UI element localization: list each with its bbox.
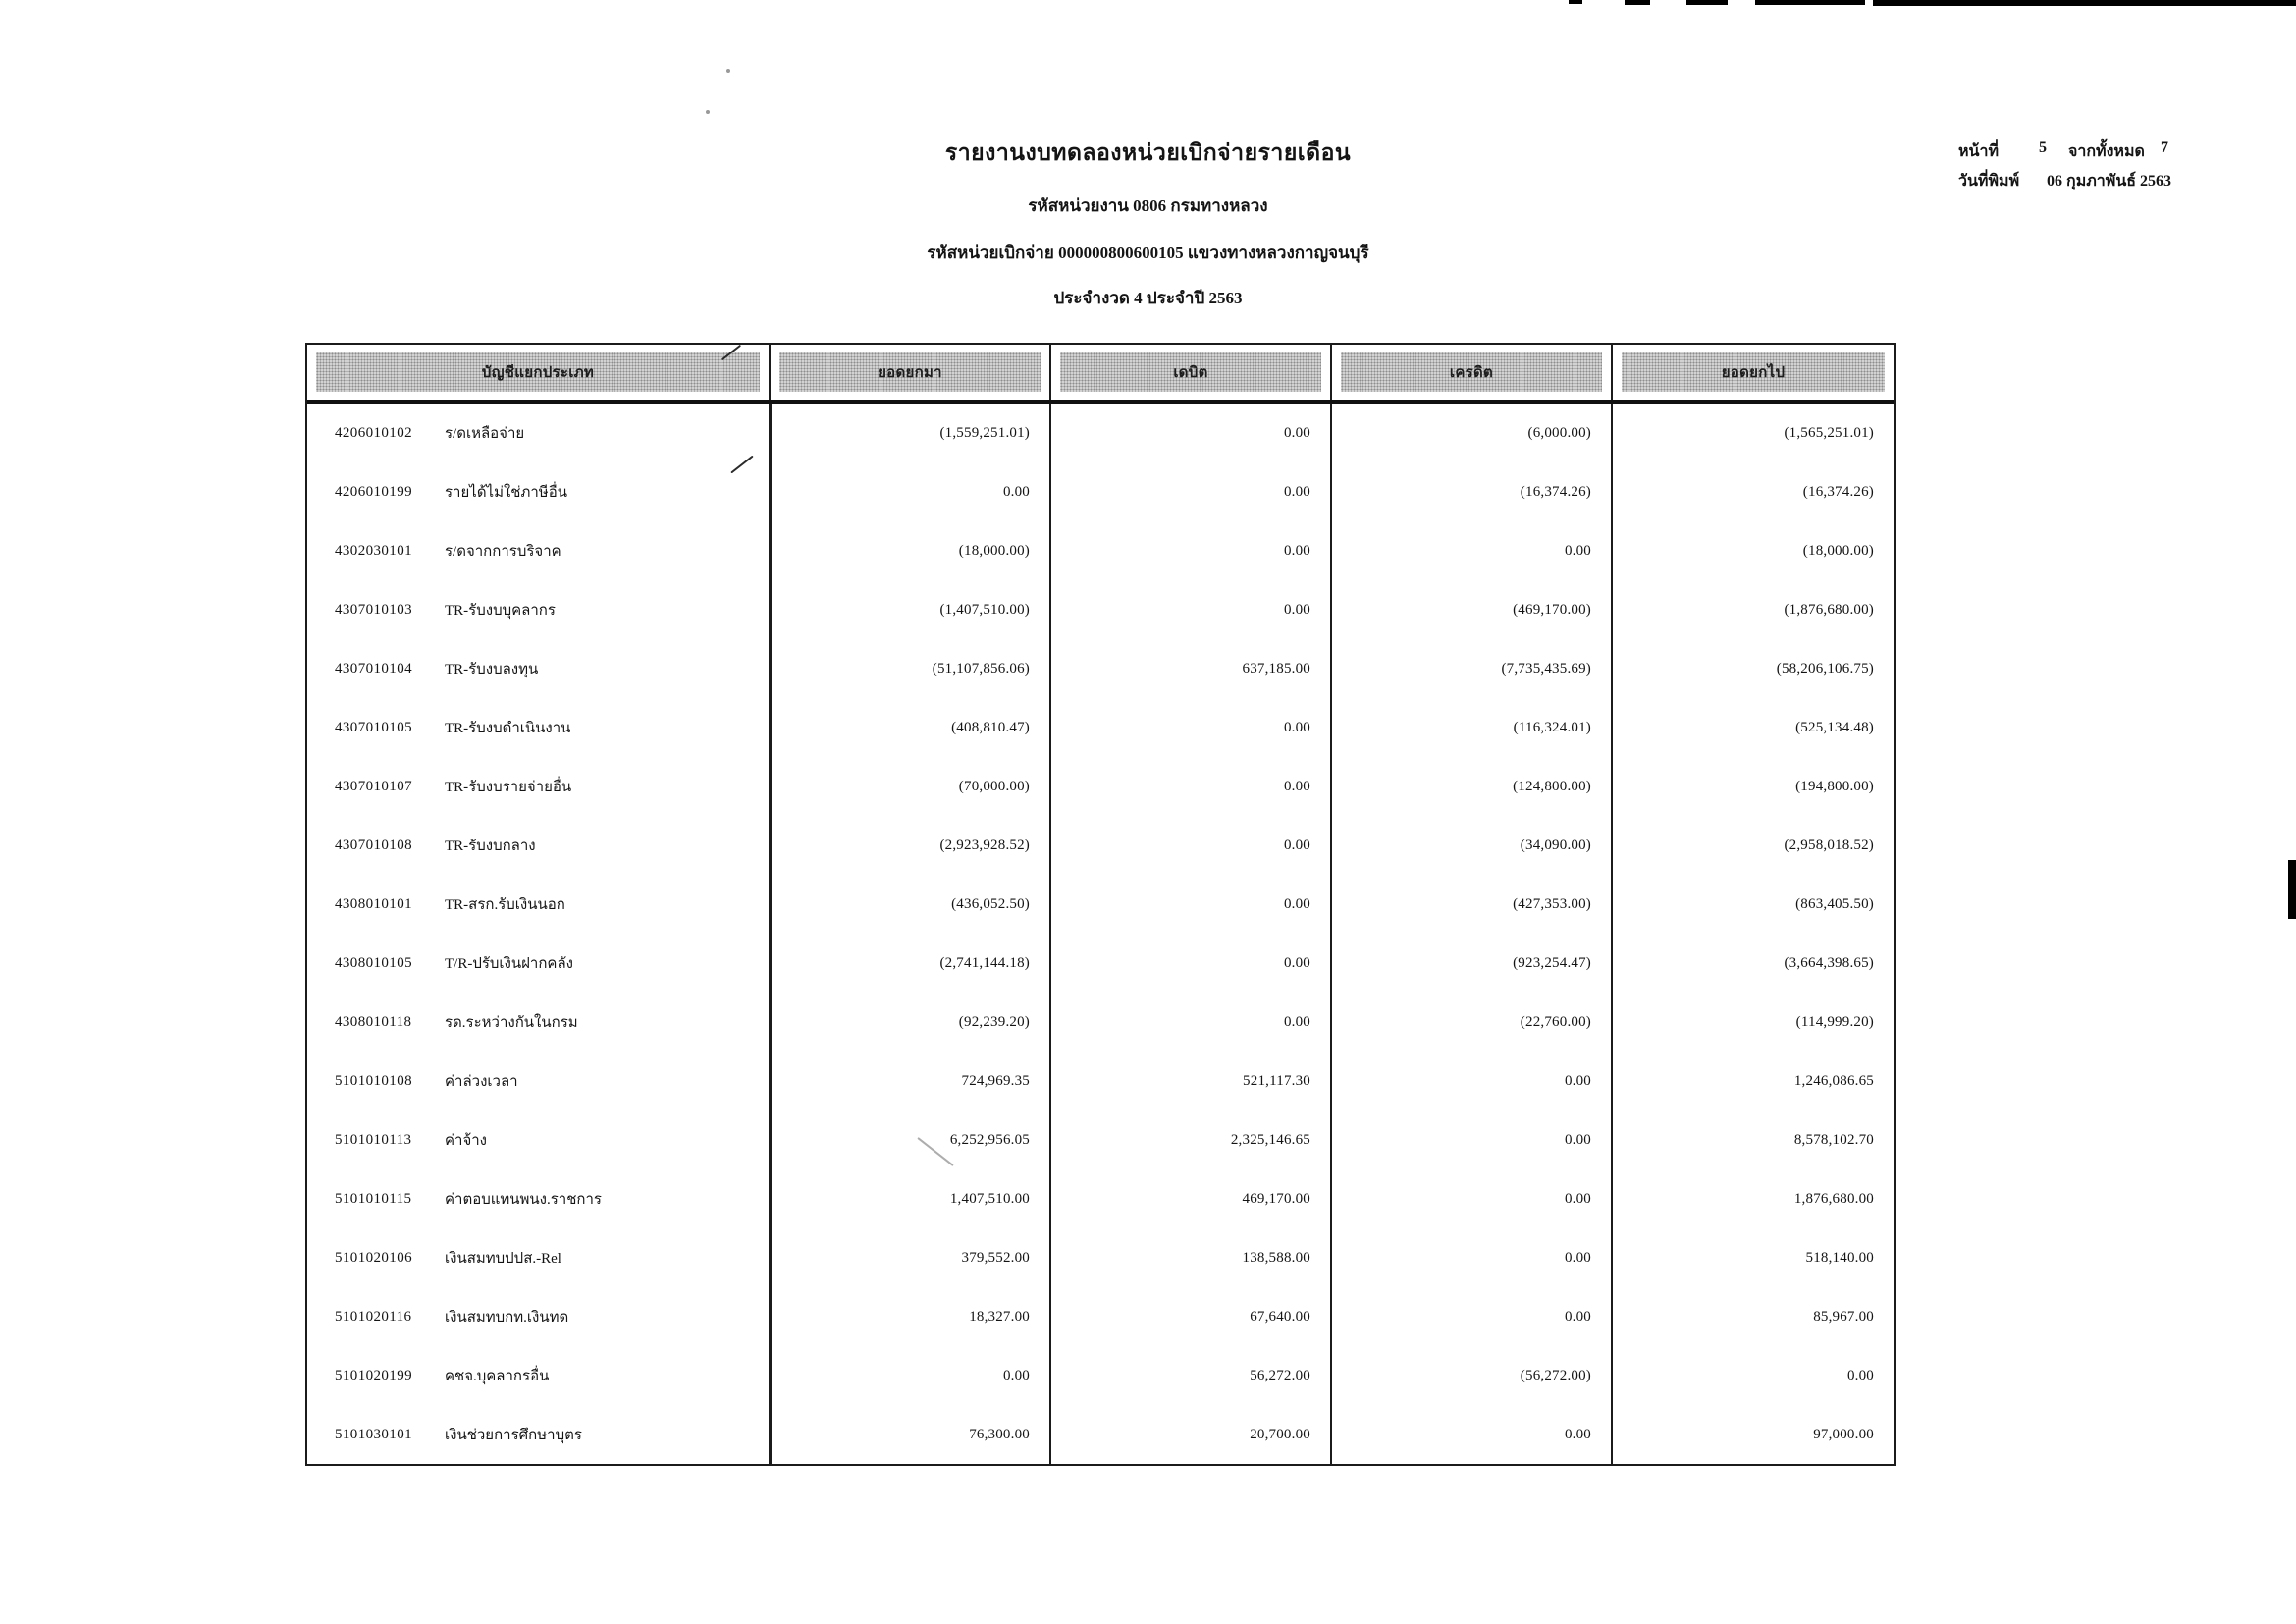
table-row [307,462,1894,521]
table-row [307,1110,1894,1169]
print-date-label: วันที่พิมพ์ [1958,173,2020,189]
amount-debit: 67,640.00 [1049,1287,1330,1346]
account-name: TR-รับงบกลาง [445,839,536,854]
account-cell [307,934,769,993]
amount-credit: 0.00 [1330,1287,1611,1346]
amount-carry-out: 1,246,086.65 [1611,1052,1894,1110]
account-code: 4206010102 [335,424,412,441]
account-code: 5101010108 [335,1072,412,1089]
account-code: 5101020199 [335,1367,412,1383]
amount-carry-in: (436,052.50) [769,875,1049,934]
account-name: ค่าล่วงเวลา [445,1074,518,1090]
amount-carry-in: 379,552.00 [769,1228,1049,1287]
account-name: ร/ดจากการบริจาค [445,544,561,560]
trial-balance-table [305,343,1896,1466]
amount-carry-in: (2,923,928.52) [769,816,1049,875]
amount-credit: (34,090.00) [1330,816,1611,875]
amount-carry-in: (1,407,510.00) [769,580,1049,639]
amount-debit: 20,700.00 [1049,1405,1330,1464]
header-label-account: บัญชีแยกประเภท [316,352,760,392]
header-cell-carry-in [769,345,1049,400]
account-name: เงินสมทบปปส.-Rel [445,1251,561,1267]
account-cell [307,521,769,580]
amount-carry-in: (1,559,251.01) [769,404,1049,462]
account-cell [307,1169,769,1228]
table-row [307,404,1894,462]
amount-credit: 0.00 [1330,1228,1611,1287]
table-row [307,580,1894,639]
account-cell [307,1287,769,1346]
amount-debit: 0.00 [1049,934,1330,993]
header-label-carry-out: ยอดยกไป [1622,352,1885,392]
amount-carry-out: (1,876,680.00) [1611,580,1894,639]
amount-carry-out: (194,800.00) [1611,757,1894,816]
account-code: 5101030101 [335,1426,412,1442]
amount-debit: 0.00 [1049,875,1330,934]
account-code: 4308010118 [335,1013,412,1030]
print-date-line [1958,169,2292,198]
account-code: 5101020116 [335,1308,412,1325]
table-row [307,1052,1894,1110]
amount-carry-out: 518,140.00 [1611,1228,1894,1287]
amount-carry-out: 85,967.00 [1611,1287,1894,1346]
amount-debit: 0.00 [1049,462,1330,521]
account-cell [307,580,769,639]
scan-artifact-dash [1873,0,2296,6]
amount-carry-out: (114,999.20) [1611,993,1894,1052]
amount-credit: 0.00 [1330,1052,1611,1110]
total-pages-label: จากทั้งหมด [2068,143,2145,160]
account-code: 4307010104 [335,660,412,677]
account-code: 4308010101 [335,895,412,912]
amount-carry-out: (863,405.50) [1611,875,1894,934]
amount-debit: 0.00 [1049,993,1330,1052]
account-cell [307,462,769,521]
amount-carry-out: (58,206,106.75) [1611,639,1894,698]
account-name: เงินสมทบกท.เงินทด [445,1310,569,1326]
account-cell [307,816,769,875]
amount-credit: (124,800.00) [1330,757,1611,816]
amount-carry-in: (408,810.47) [769,698,1049,757]
amount-carry-in: 6,252,956.05 [769,1110,1049,1169]
amount-debit: 0.00 [1049,698,1330,757]
amount-debit: 0.00 [1049,404,1330,462]
amount-carry-in: (18,000.00) [769,521,1049,580]
account-name: ค่าตอบแทนพนง.ราชการ [445,1192,602,1208]
amount-carry-in: 0.00 [769,1346,1049,1405]
page-number: 5 [2039,139,2047,156]
print-date: 06 กุมภาพันธ์ 2563 [2047,173,2172,189]
scan-artifact-edge-bar [2288,860,2296,919]
amount-carry-in: 0.00 [769,462,1049,521]
table-row [307,993,1894,1052]
disbursement-unit-line: รหัสหน่วยเบิกจ่าย 000000800600105 แขวงทางหลวงกาญจนบุรี [927,244,1369,262]
amount-carry-out: (525,134.48) [1611,698,1894,757]
amount-carry-in: 18,327.00 [769,1287,1049,1346]
amount-credit: (56,272.00) [1330,1346,1611,1405]
amount-credit: (6,000.00) [1330,404,1611,462]
account-cell [307,404,769,462]
amount-carry-in: (92,239.20) [769,993,1049,1052]
table-row [307,816,1894,875]
header-label-debit: เดบิต [1060,352,1321,392]
account-cell [307,757,769,816]
account-code: 5101020106 [335,1249,412,1266]
amount-debit: 0.00 [1049,816,1330,875]
account-code: 4307010103 [335,601,412,618]
account-code: 4307010105 [335,719,412,735]
amount-carry-in: 724,969.35 [769,1052,1049,1110]
table-row [307,1405,1894,1464]
amount-debit: 0.00 [1049,521,1330,580]
table-row [307,639,1894,698]
account-cell [307,639,769,698]
amount-carry-out: 0.00 [1611,1346,1894,1405]
table-row [307,1287,1894,1346]
table-row [307,698,1894,757]
header-label-carry-in: ยอดยกมา [779,352,1041,392]
table-row [307,934,1894,993]
amount-debit: 0.00 [1049,757,1330,816]
account-code: 5101010115 [335,1190,412,1207]
amount-credit: 0.00 [1330,521,1611,580]
page-number-line [1958,139,2292,169]
amount-credit: (116,324.01) [1330,698,1611,757]
amount-carry-in: 1,407,510.00 [769,1169,1049,1228]
account-cell [307,875,769,934]
amount-carry-out: 1,876,680.00 [1611,1169,1894,1228]
account-name: TR-รับงบลงทุน [445,662,539,677]
amount-credit: (16,374.26) [1330,462,1611,521]
account-cell [307,1052,769,1110]
total-pages: 7 [2161,139,2168,156]
account-code: 5101010113 [335,1131,412,1148]
amount-carry-out: (1,565,251.01) [1611,404,1894,462]
account-cell [307,698,769,757]
account-code: 4302030101 [335,542,412,559]
amount-credit: (923,254.47) [1330,934,1611,993]
amount-debit: 521,117.30 [1049,1052,1330,1110]
header-cell-carry-out [1611,345,1894,400]
amount-carry-out: 8,578,102.70 [1611,1110,1894,1169]
amount-credit: 0.00 [1330,1110,1611,1169]
account-name: รด.ระหว่างกันในกรม [445,1015,578,1031]
header-cell-account [307,345,769,400]
account-cell [307,1110,769,1169]
amount-carry-out: (3,664,398.65) [1611,934,1894,993]
account-name: TR-รับงบบุคลากร [445,603,556,619]
amount-carry-in: (51,107,856.06) [769,639,1049,698]
page-label: หน้าที่ [1958,143,2000,160]
amount-credit: (469,170.00) [1330,580,1611,639]
amount-carry-in: (70,000.00) [769,757,1049,816]
header-cell-debit [1049,345,1330,400]
header-label-credit: เครดิต [1341,352,1602,392]
table-row [307,875,1894,934]
header-cell-credit [1330,345,1611,400]
amount-credit: (22,760.00) [1330,993,1611,1052]
account-name: TR-รับงบรายจ่ายอื่น [445,780,572,795]
amount-carry-out: 97,000.00 [1611,1405,1894,1464]
account-name: TR-สรก.รับเงินนอก [445,897,565,913]
scan-artifact-dash [1755,0,1865,5]
account-code: 4206010199 [335,483,412,500]
account-name: รายได้ไม่ใช่ภาษีอื่น [445,485,567,501]
account-code: 4307010108 [335,837,412,853]
table-row [307,757,1894,816]
page-info-block [1958,139,2292,198]
scan-artifact-speck [706,110,710,114]
amount-credit: 0.00 [1330,1405,1611,1464]
table-row [307,1346,1894,1405]
scan-artifact-speck [726,69,730,73]
amount-debit: 0.00 [1049,580,1330,639]
account-name: ร/ดเหลือจ่าย [445,426,525,442]
amount-debit: 637,185.00 [1049,639,1330,698]
agency-code-line: รหัสหน่วยงาน 0806 กรมทางหลวง [1028,196,1268,215]
amount-carry-out: (2,958,018.52) [1611,816,1894,875]
account-code: 4307010107 [335,778,412,794]
scan-artifact-dash [1686,0,1728,5]
report-title: รายงานงบทดลองหน่วยเบิกจ่ายรายเดือน [944,140,1352,165]
account-name: ค่าจ้าง [445,1133,487,1149]
amount-debit: 469,170.00 [1049,1169,1330,1228]
amount-debit: 56,272.00 [1049,1346,1330,1405]
account-name: T/R-ปรับเงินฝากคลัง [445,956,573,972]
scan-artifact-dash [1625,0,1650,5]
table-row [307,521,1894,580]
account-code: 4308010105 [335,954,412,971]
amount-credit: 0.00 [1330,1169,1611,1228]
account-cell [307,1346,769,1405]
account-cell [307,1228,769,1287]
amount-debit: 2,325,146.65 [1049,1110,1330,1169]
amount-carry-in: 76,300.00 [769,1405,1049,1464]
amount-carry-in: (2,741,144.18) [769,934,1049,993]
amount-credit: (427,353.00) [1330,875,1611,934]
account-name: เงินช่วยการศึกษาบุตร [445,1428,582,1443]
account-cell [307,993,769,1052]
table-body [307,404,1894,1464]
account-name: TR-รับงบดำเนินงาน [445,721,571,736]
period-line: ประจำงวด 4 ประจำปี 2563 [1053,289,1243,307]
amount-debit: 138,588.00 [1049,1228,1330,1287]
amount-credit: (7,735,435.69) [1330,639,1611,698]
account-name: คชจ.บุคลากรอื่น [445,1369,550,1384]
table-header-row [307,345,1894,404]
table-row [307,1169,1894,1228]
amount-carry-out: (16,374.26) [1611,462,1894,521]
amount-carry-out: (18,000.00) [1611,521,1894,580]
page-title [0,135,2296,171]
scan-artifact-dash [1569,0,1582,4]
account-cell [307,1405,769,1464]
table-row [307,1228,1894,1287]
